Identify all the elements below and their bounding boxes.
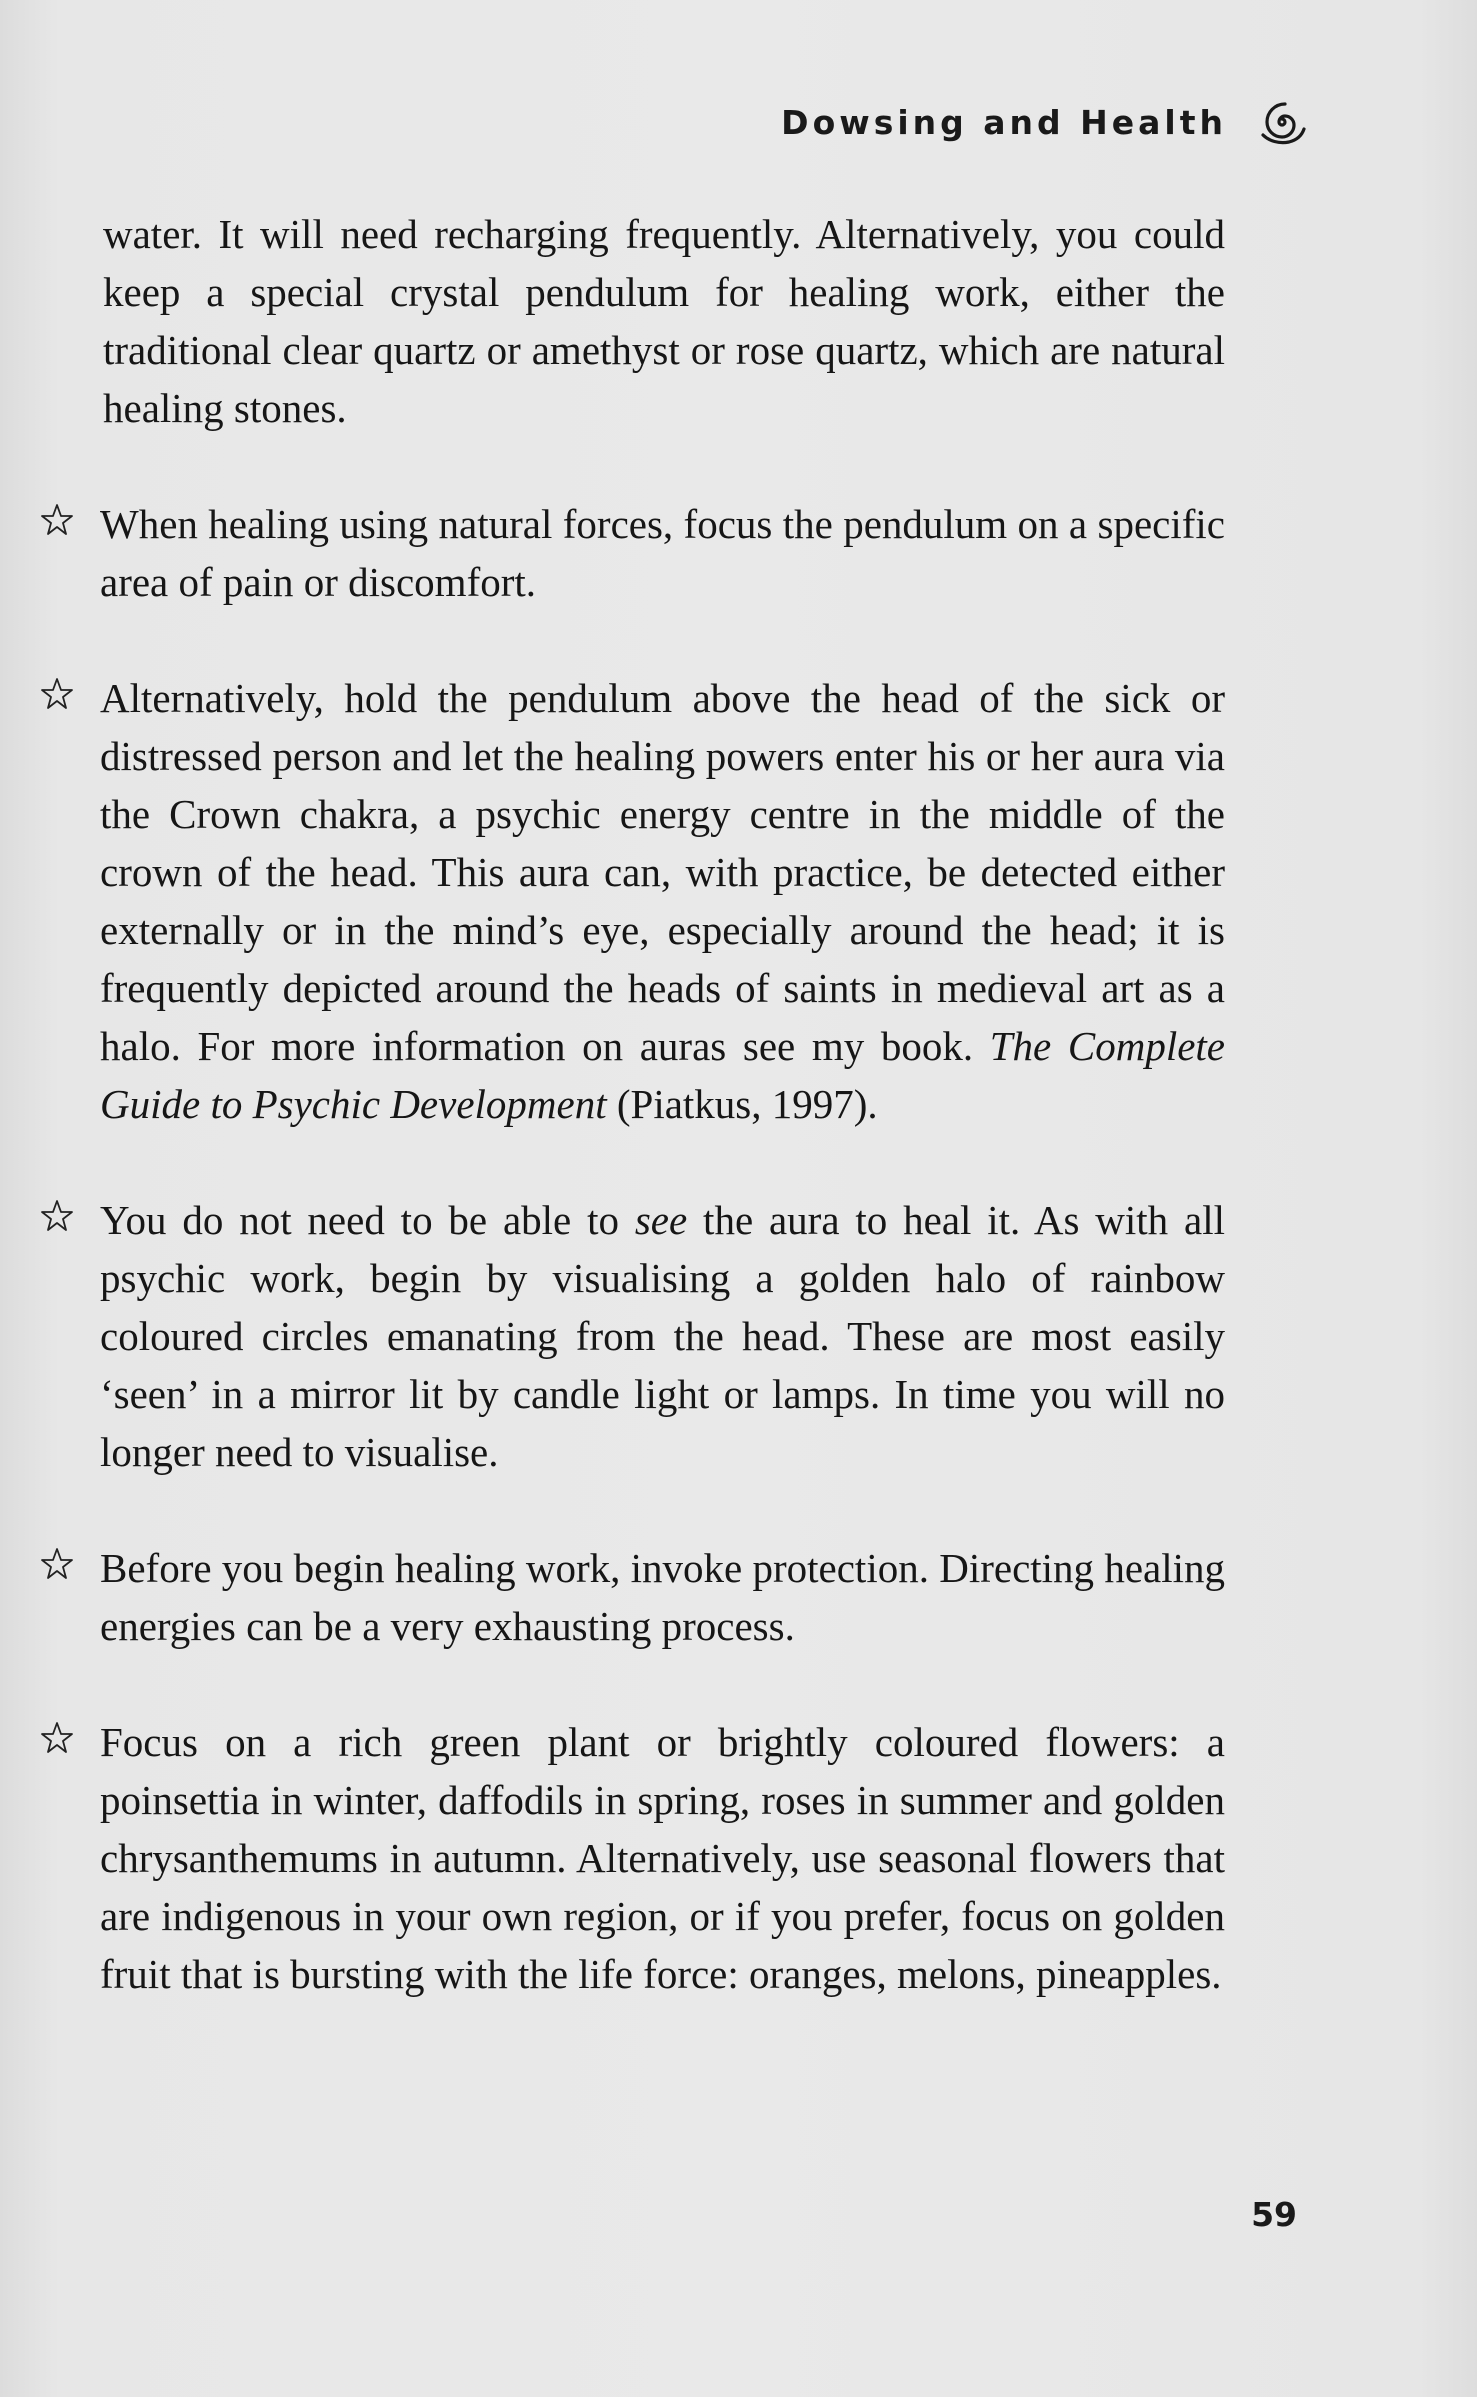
star-icon <box>40 1547 74 1581</box>
body-text <box>100 205 1225 2003</box>
running-title: Dowsing and Health <box>781 102 1227 142</box>
star-icon <box>40 1199 74 1233</box>
bullet-item-5 <box>100 1713 1225 2003</box>
bullet-text: Focus on a rich green plant or brightly coloured flowers: a poinsettia in winter, daffodils in spring, roses in summer and golden chrysanthemums in autumn. Alternatively, use seasonal flowers that are indigenous in your own region, or if you prefer, focus on golden fruit that is bursting with the life force: oranges, melons, pineapples. <box>100 1719 1225 1997</box>
book-title: The Complete Guide to Psychic Development <box>100 1023 1225 1127</box>
star-icon <box>40 1721 74 1755</box>
bullet-text: You do not need to be able to see the aura to heal it. As with all psychic work, begin by visualising a golden halo of rainbow coloured circles emanating from the head. These are most easily ‘seen’ in a mirror lit by candle light or lamps. In time you will no longer need to visualise. <box>100 1197 1225 1475</box>
page-number: 59 <box>1251 2195 1297 2234</box>
lead-paragraph: water. It will need recharging frequently. Alternatively, you could keep a special crystal pendulum for healing work, either the traditional clear quartz or amethyst or rose quartz, which are natural healing stones. <box>103 211 1225 431</box>
bullet-item-4 <box>100 1539 1225 1655</box>
bullet-item-3 <box>100 1191 1225 1481</box>
emphasis-see: see <box>634 1197 688 1243</box>
bullet-item-1 <box>100 495 1225 611</box>
bullet-text: Alternatively, hold the pendulum above the head of the sick or distressed person and let the healing powers enter his or her aura via the Crown chakra, a psychic energy centre in the middle of the crown of the head. This aura can, with practice, be detected either externally or in the mind’s eye, especially around the head; it is frequently depicted around the heads of saints in medieval art as a halo. For more information on auras see my book. The Complete Guide to Psychic Development (Piatkus, 1997). <box>100 675 1225 1127</box>
spiral-icon <box>1257 97 1307 147</box>
star-icon <box>40 677 74 711</box>
bullet-text: Before you begin healing work, invoke protection. Directing healing energies can be a very exhausting process. <box>100 1545 1225 1649</box>
running-head <box>781 92 1307 152</box>
star-icon <box>40 503 74 537</box>
bullet-item-2 <box>100 669 1225 1133</box>
bullet-text: When healing using natural forces, focus the pendulum on a specific area of pain or discomfort. <box>100 501 1225 605</box>
